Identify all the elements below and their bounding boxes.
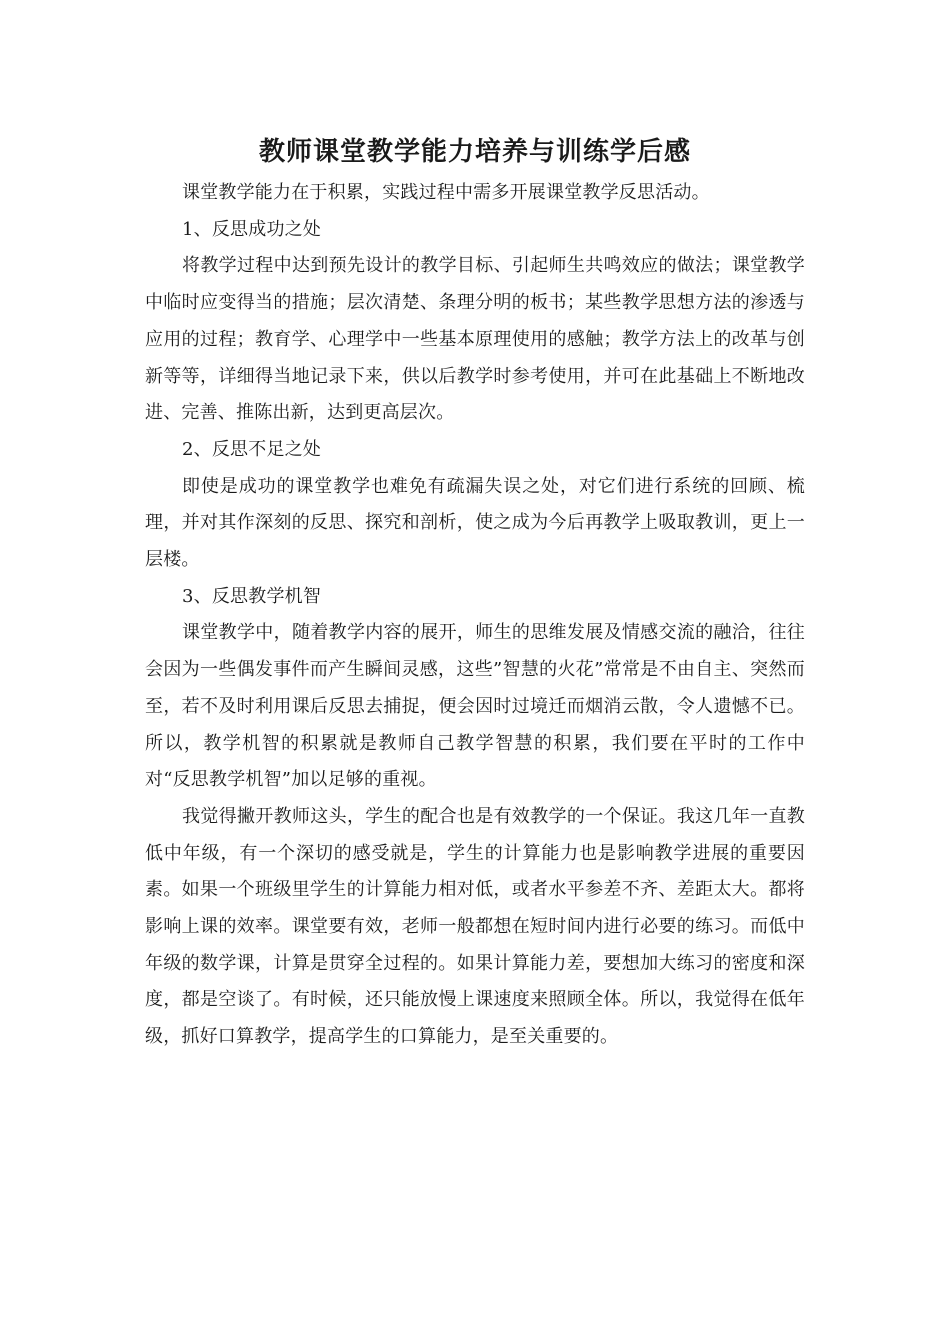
section-heading-1: 1、反思成功之处 [182,218,322,240]
section-paragraph-1: 将教学过程中达到预先设计的教学目标、引起师生共鸣效应的做法；课堂教学中临时应变得当的措施；层次清楚、条理分明的板书；某些教学思想方法的渗透与应用的过程；教育学、心理学中一些基本原理使用的感触；教学方法上的改革与创新等等，详细得当地记录下来，供以后教学时参考使用，并可在此基础上不断地改进、完善、推陈出新，达到更高层次。 [145,255,805,424]
closing-paragraph: 我觉得撇开教师这头，学生的配合也是有效教学的一个保证。我这几年一直教低中年级，有一个深切的感受就是，学生的计算能力也是影响教学进展的重要因素。如果一个班级里学生的计算能力相对低，或者水平参差不齐、差距太大。都将影响上课的效率。课堂要有效，老师一般都想在短时间内进行必要的练习。而低中年级的数学课，计算是贯穿全过程的。如果计算能力差，要想加大练习的密度和深度，都是空谈了。有时候，还只能放慢上课速度来照顾全体。所以，我觉得在低年级，抓好口算教学，提高学生的口算能力，是至关重要的。 [145,805,805,1048]
document-title: 教师课堂教学能力培养与训练学后感 [258,137,691,167]
section-heading-2: 2、反思不足之处 [182,438,322,460]
section-paragraph-3: 课堂教学中，随着教学内容的展开，师生的思维发展及情感交流的融洽，往往会因为一些偶发事件而产生瞬间灵感，这些”智慧的火花”常常是不由自主、突然而至，若不及时利用课后反思去捕捉，便会因时过境迁而烟消云散，令人遗憾不已。所以，教学机智的积累就是教师自己教学智慧的积累，我们要在平时的工作中对“反思教学机智”加以足够的重视。 [145,622,805,791]
section-paragraph-2: 即使是成功的课堂教学也难免有疏漏失误之处，对它们进行系统的回顾、梳理，并对其作深刻的反思、探究和剖析，使之成为今后再教学上吸取教训，更上一层楼。 [145,475,805,571]
document-body [145,175,805,1056]
section-heading-3: 3、反思教学机智 [182,585,322,607]
intro-paragraph: 课堂教学能力在于积累，实践过程中需多开展课堂教学反思活动。 [182,182,710,203]
